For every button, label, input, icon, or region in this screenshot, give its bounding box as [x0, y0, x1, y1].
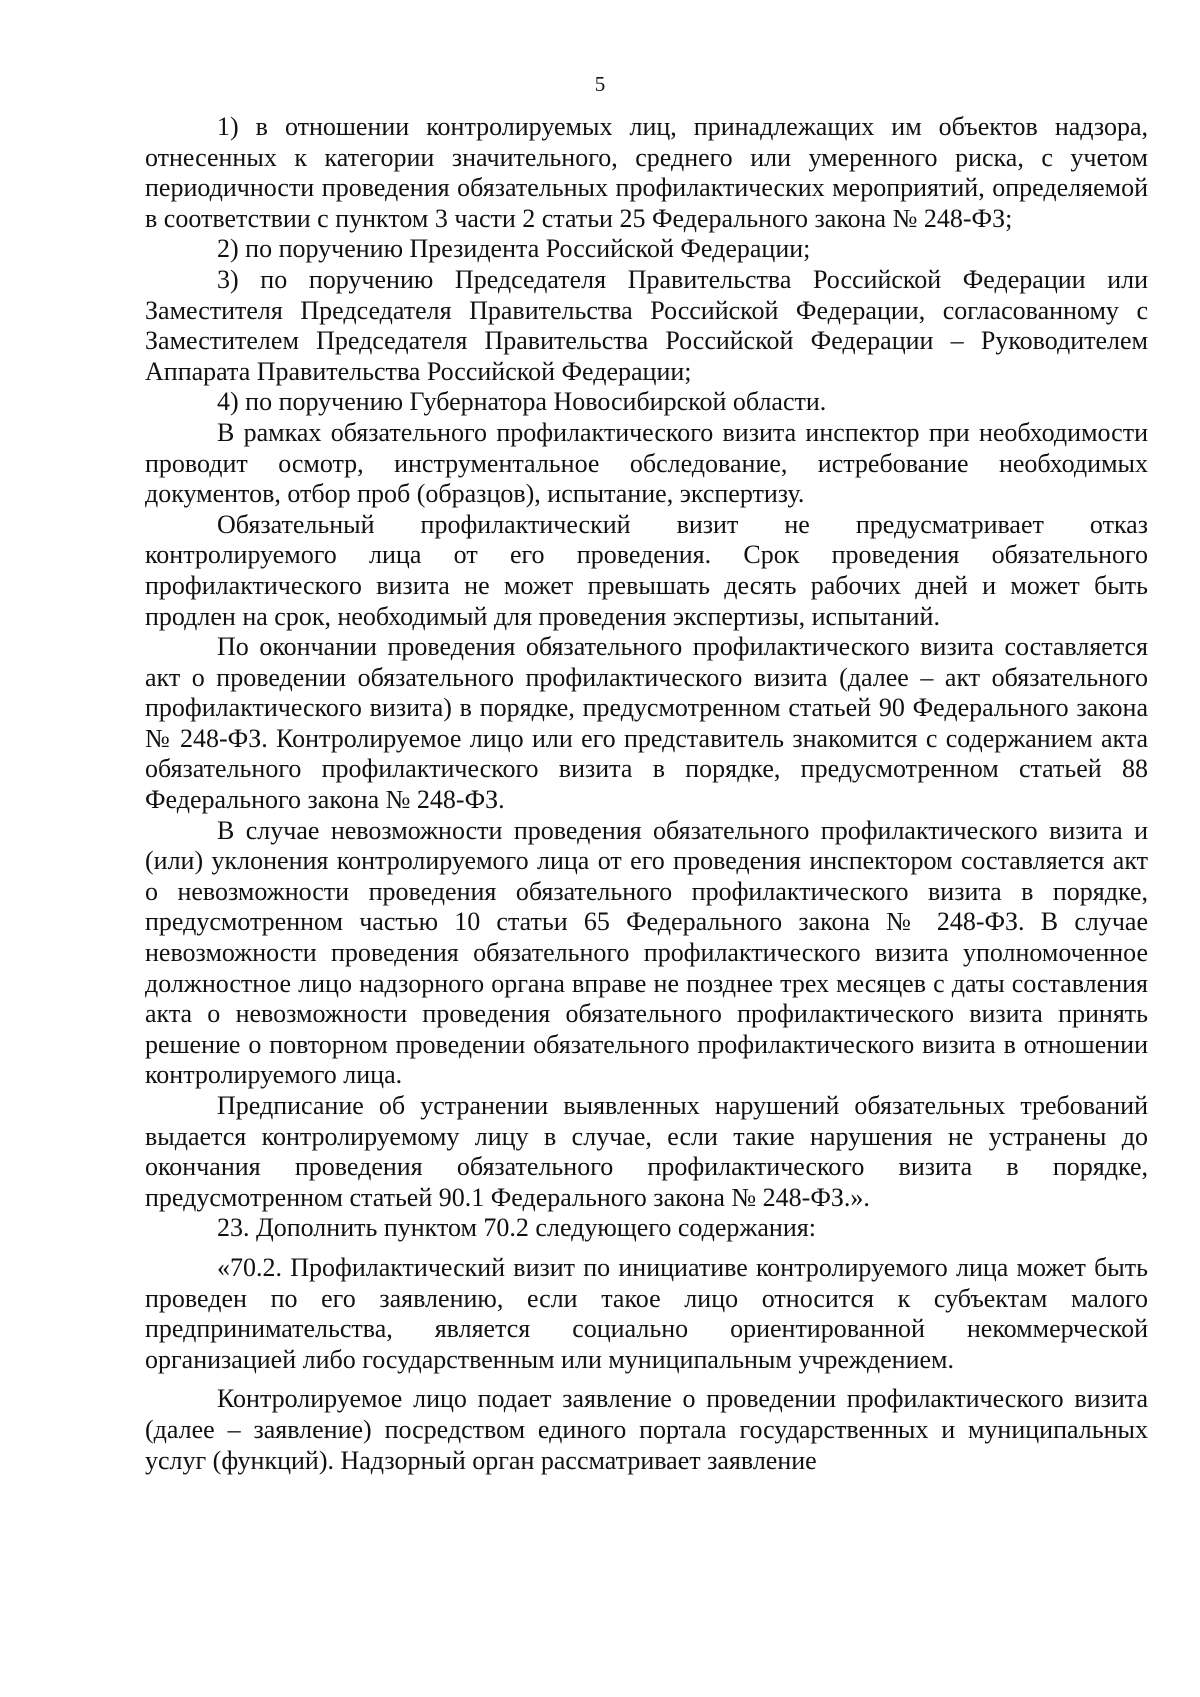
- page-number: 5: [594, 72, 606, 96]
- paragraph-visit-act: По окончании проведения обязательного профилактического визита составляется акт о проведении обязательного профилактического визита (далее – акт обязательного профилактического визита) в порядке, предусмотренном статьей 90 Федерального закона № 248-ФЗ. Контролируемое лицо или его представитель знакомится с содержанием акта обязательного профилактического визита в порядке, предусмотренном статьей 88 Федерального закона № 248-ФЗ.: [145, 632, 1148, 815]
- paragraph-clause-70-2: «70.2. Профилактический визит по инициативе контролируемого лица может быть проведен по его заявлению, если такое лицо относится к субъектам малого предпринимательства, является социально ориентированной некоммерческой организацией либо государственным или муниципальным учреждением.: [145, 1252, 1148, 1374]
- paragraph-item-1: 1) в отношении контролируемых лиц, принадлежащих им объектов надзора, отнесенных к категории значительного, среднего или умеренного риска, с учетом периодичности проведения обязательных профилактических мероприятий, определяемой в соответствии с пунктом 3 части 2 статьи 25 Федерального закона № 248-ФЗ;: [145, 112, 1148, 233]
- paragraph-impossibility-act: В случае невозможности проведения обязательного профилактического визита и (или) уклонения контролируемого лица от его проведения инспектором составляется акт о невозможности проведения обязательного профилактического визита в порядке, предусмотренном частью 10 статьи 65 Федерального закона № 248-ФЗ. В случае невозможности проведения обязательного профилактического визита уполномоченное должностное лицо надзорного органа вправе не позднее трех месяцев с даты составления акта о невозможности проведения обязательного профилактического визита принять решение о повторном проведении обязательного профилактического визита в отношении контролируемого лица.: [145, 815, 1148, 1090]
- paragraph-item-3: 3) по поручению Председателя Правительства Российской Федерации или Заместителя Председателя Правительства Российской Федерации, согласованному с Заместителем Председателя Правительства Российской Федерации – Руководителем Аппарата Правительства Российской Федерации;: [145, 264, 1148, 386]
- document-body: [145, 112, 1148, 1476]
- paragraph-visit-duration: Обязательный профилактический визит не предусматривает отказ контролируемого лица от его проведения. Срок проведения обязательного профилактического визита не может превышать десять рабочих дней и может быть продлен на срок, необходимый для проведения экспертизы, испытаний.: [145, 509, 1148, 631]
- paragraph-application: Контролируемое лицо подает заявление о проведении профилактического визита (далее – заявление) посредством единого портала государственных и муниципальных услуг (функций). Надзорный орган рассматривает заявление: [145, 1384, 1148, 1475]
- paragraph-item-2: 2) по поручению Президента Российской Федерации;: [217, 234, 811, 264]
- paragraph-prescription: Предписание об устранении выявленных нарушений обязательных требований выдается контролируемому лицу в случае, если такие нарушения не устранены до окончания проведения обязательного профилактического визита в порядке, предусмотренном статьей 90.1 Федерального закона № 248-ФЗ.».: [145, 1091, 1148, 1212]
- paragraph-item-4: 4) по поручению Губернатора Новосибирской области.: [217, 387, 827, 417]
- paragraph-amendment-23: 23. Дополнить пунктом 70.2 следующего содержания:: [217, 1213, 816, 1243]
- paragraph-inspection-scope: В рамках обязательного профилактического визита инспектор при необходимости проводит осмотр, инструментальное обследование, истребование необходимых документов, отбор проб (образцов), испытание, экспертизу.: [145, 417, 1148, 509]
